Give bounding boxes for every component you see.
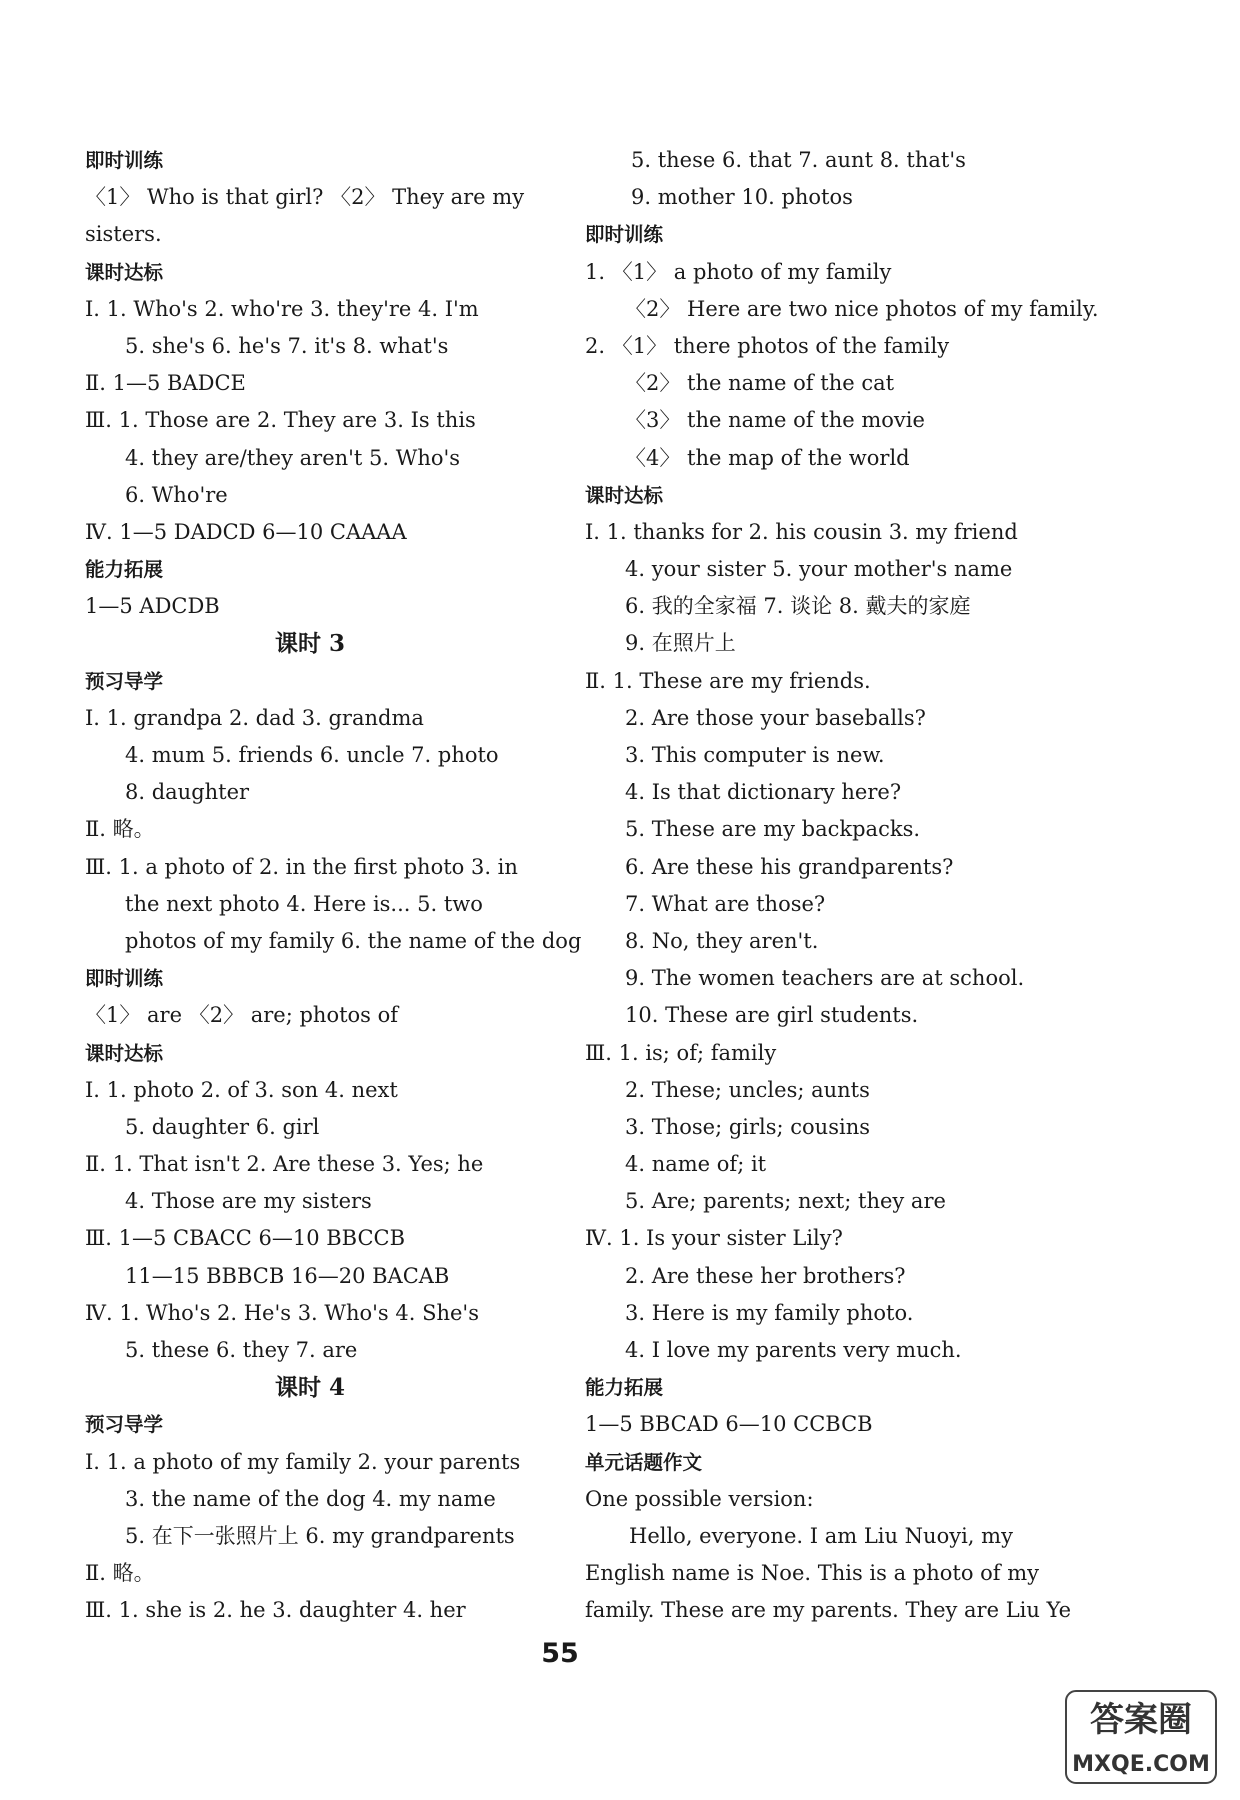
answer-line: Ⅱ. 1—5 BADCE — [85, 371, 246, 396]
answer-line: Ⅱ. 1. These are my friends. — [585, 668, 871, 693]
answer-line: 11—15 BBBCB 16—20 BACAB — [125, 1263, 450, 1288]
section-heading: 即时训练 — [585, 223, 664, 247]
answer-line: 〈2〉 the name of the cat — [625, 371, 895, 396]
answer-line: 2. These; uncles; aunts — [625, 1077, 870, 1102]
answer-line: 2. Are those your baseballs? — [625, 705, 926, 730]
answer-line: Ⅲ. 1. is; of; family — [585, 1040, 777, 1065]
answer-line: 〈1〉 are 〈2〉 are; photos of — [85, 1003, 399, 1028]
answer-line: 〈2〉 Here are two nice photos of my family. — [625, 296, 1099, 321]
answer-line: 4. mum 5. friends 6. uncle 7. photo — [125, 743, 499, 767]
section-heading: 即时训练 — [85, 149, 164, 172]
answer-line: 5. daughter 6. girl — [125, 1114, 320, 1139]
answer-line: photos of my family 6. the name of the dog — [125, 928, 582, 953]
answer-line: 9. The women teachers are at school. — [625, 966, 1025, 991]
answer-line: Hello, everyone. I am Liu Nuoyi, my — [629, 1523, 1013, 1548]
right-column — [585, 142, 1099, 1630]
section-heading: 即时训练 — [85, 967, 164, 991]
section-heading: 单元话题作文 — [585, 1450, 703, 1474]
answer-line: Ⅲ. 1—5 CBACC 6—10 BBCCB — [85, 1226, 406, 1251]
answer-line: family. These are my parents. They are Liu Ye — [585, 1598, 1072, 1623]
answer-line: 1. 〈1〉 a photo of my family — [585, 259, 892, 284]
answer-line: Ⅱ. 1. That isn't 2. Are these 3. Yes; he — [85, 1152, 484, 1177]
section-heading: 预习导学 — [85, 1413, 164, 1437]
answer-line: 2. Are these her brothers? — [625, 1263, 906, 1288]
answer-line: 5. 在下一张照片上 6. my grandparents — [125, 1523, 515, 1548]
answer-line: 〈4〉 the map of the world — [625, 445, 910, 470]
answer-line: 4. Is that dictionary here? — [625, 780, 902, 805]
answer-line: 1—5 ADCDB — [85, 594, 220, 619]
answer-line: Ⅲ. 1. a photo of 2. in the first photo 3. in — [85, 854, 518, 879]
answer-line: 6. Are these his grandparents? — [625, 854, 954, 879]
answer-line: Ⅰ. 1. photo 2. of 3. son 4. next — [85, 1077, 398, 1102]
lesson-title: 课时 3 — [274, 630, 345, 658]
answer-line: 2. 〈1〉 there photos of the family — [585, 333, 950, 358]
answer-line: 6. Who're — [125, 482, 228, 507]
svg-text:答案圈: 答案圈 — [1090, 1700, 1192, 1740]
section-heading: 课时达标 — [85, 1041, 164, 1065]
answer-line: Ⅳ. 1—5 DADCD 6—10 CAAAA — [85, 519, 407, 544]
answer-line: English name is Noe. This is a photo of my — [585, 1561, 1040, 1586]
answer-line: 3. Those; girls; cousins — [625, 1114, 871, 1139]
section-heading: 课时达标 — [85, 260, 164, 284]
answer-line: One possible version: — [585, 1486, 814, 1511]
answer-line: 4. they are/they aren't 5. Who's — [125, 445, 461, 470]
answer-line: 9. mother 10. photos — [631, 185, 853, 210]
answer-line: Ⅳ. 1. Who's 2. He's 3. Who's 4. She's — [85, 1300, 479, 1325]
answer-line: Ⅰ. 1. thanks for 2. his cousin 3. my friend — [585, 519, 1018, 544]
section-heading: 能力拓展 — [585, 1376, 664, 1400]
answer-line: 7. What are those? — [625, 891, 826, 916]
answer-line: 4. name of; it — [625, 1152, 767, 1177]
answer-line: 5. she's 6. he's 7. it's 8. what's — [125, 333, 449, 358]
answer-line: 5. These are my backpacks. — [625, 817, 921, 842]
answer-line: Ⅲ. 1. she is 2. he 3. daughter 4. her — [85, 1598, 466, 1623]
answer-line: 5. Are; parents; next; they are — [625, 1189, 946, 1214]
answer-line: 10. These are girl students. — [625, 1003, 919, 1028]
answer-line: Ⅱ. 略。 — [85, 1561, 155, 1586]
answer-line: 3. Here is my family photo. — [625, 1300, 914, 1325]
answer-line: 4. your sister 5. your mother's name — [625, 557, 1013, 582]
answer-line: 5. these 6. that 7. aunt 8. that's — [631, 148, 966, 172]
answer-line: Ⅰ. 1. grandpa 2. dad 3. grandma — [85, 705, 424, 730]
answer-line: 9. 在照片上 — [625, 631, 736, 656]
answer-line: Ⅰ. 1. a photo of my family 2. your parents — [85, 1449, 521, 1474]
section-heading: 预习导学 — [85, 669, 164, 693]
left-column — [85, 142, 582, 1630]
answer-line: 8. No, they aren't. — [625, 928, 819, 953]
answer-line: 1—5 BBCAD 6—10 CCBCB — [585, 1412, 873, 1437]
answer-line: 5. these 6. they 7. are — [125, 1338, 358, 1362]
answer-line: 3. This computer is new. — [625, 743, 885, 767]
answer-line: 6. 我的全家福 7. 谈论 8. 戴夫的家庭 — [625, 594, 971, 619]
lesson-title: 课时 4 — [274, 1374, 345, 1402]
answer-line: the next photo 4. Here is... 5. two — [125, 891, 483, 916]
answer-line: 4. Those are my sisters — [125, 1189, 372, 1214]
answer-line: 3. the name of the dog 4. my name — [125, 1486, 496, 1511]
answer-line: sisters. — [85, 222, 162, 247]
section-heading: 课时达标 — [585, 483, 664, 507]
answer-line: 4. I love my parents very much. — [625, 1338, 962, 1362]
answer-line: Ⅱ. 略。 — [85, 817, 155, 842]
answer-line: 〈1〉 Who is that girl? 〈2〉 They are my — [85, 185, 525, 210]
answer-line: Ⅰ. 1. Who's 2. who're 3. they're 4. I'm — [85, 296, 479, 321]
answer-line: Ⅲ. 1. Those are 2. They are 3. Is this — [85, 408, 476, 433]
answer-line: 8. daughter — [125, 780, 250, 805]
section-heading: 能力拓展 — [85, 558, 164, 582]
svg-text:MXQE.COM: MXQE.COM — [1072, 1752, 1210, 1777]
answer-line: 〈3〉 the name of the movie — [625, 408, 925, 433]
page-number: 55 — [541, 1638, 579, 1669]
watermark-logo — [1060, 1683, 1225, 1793]
answer-line: Ⅳ. 1. Is your sister Lily? — [585, 1226, 843, 1251]
